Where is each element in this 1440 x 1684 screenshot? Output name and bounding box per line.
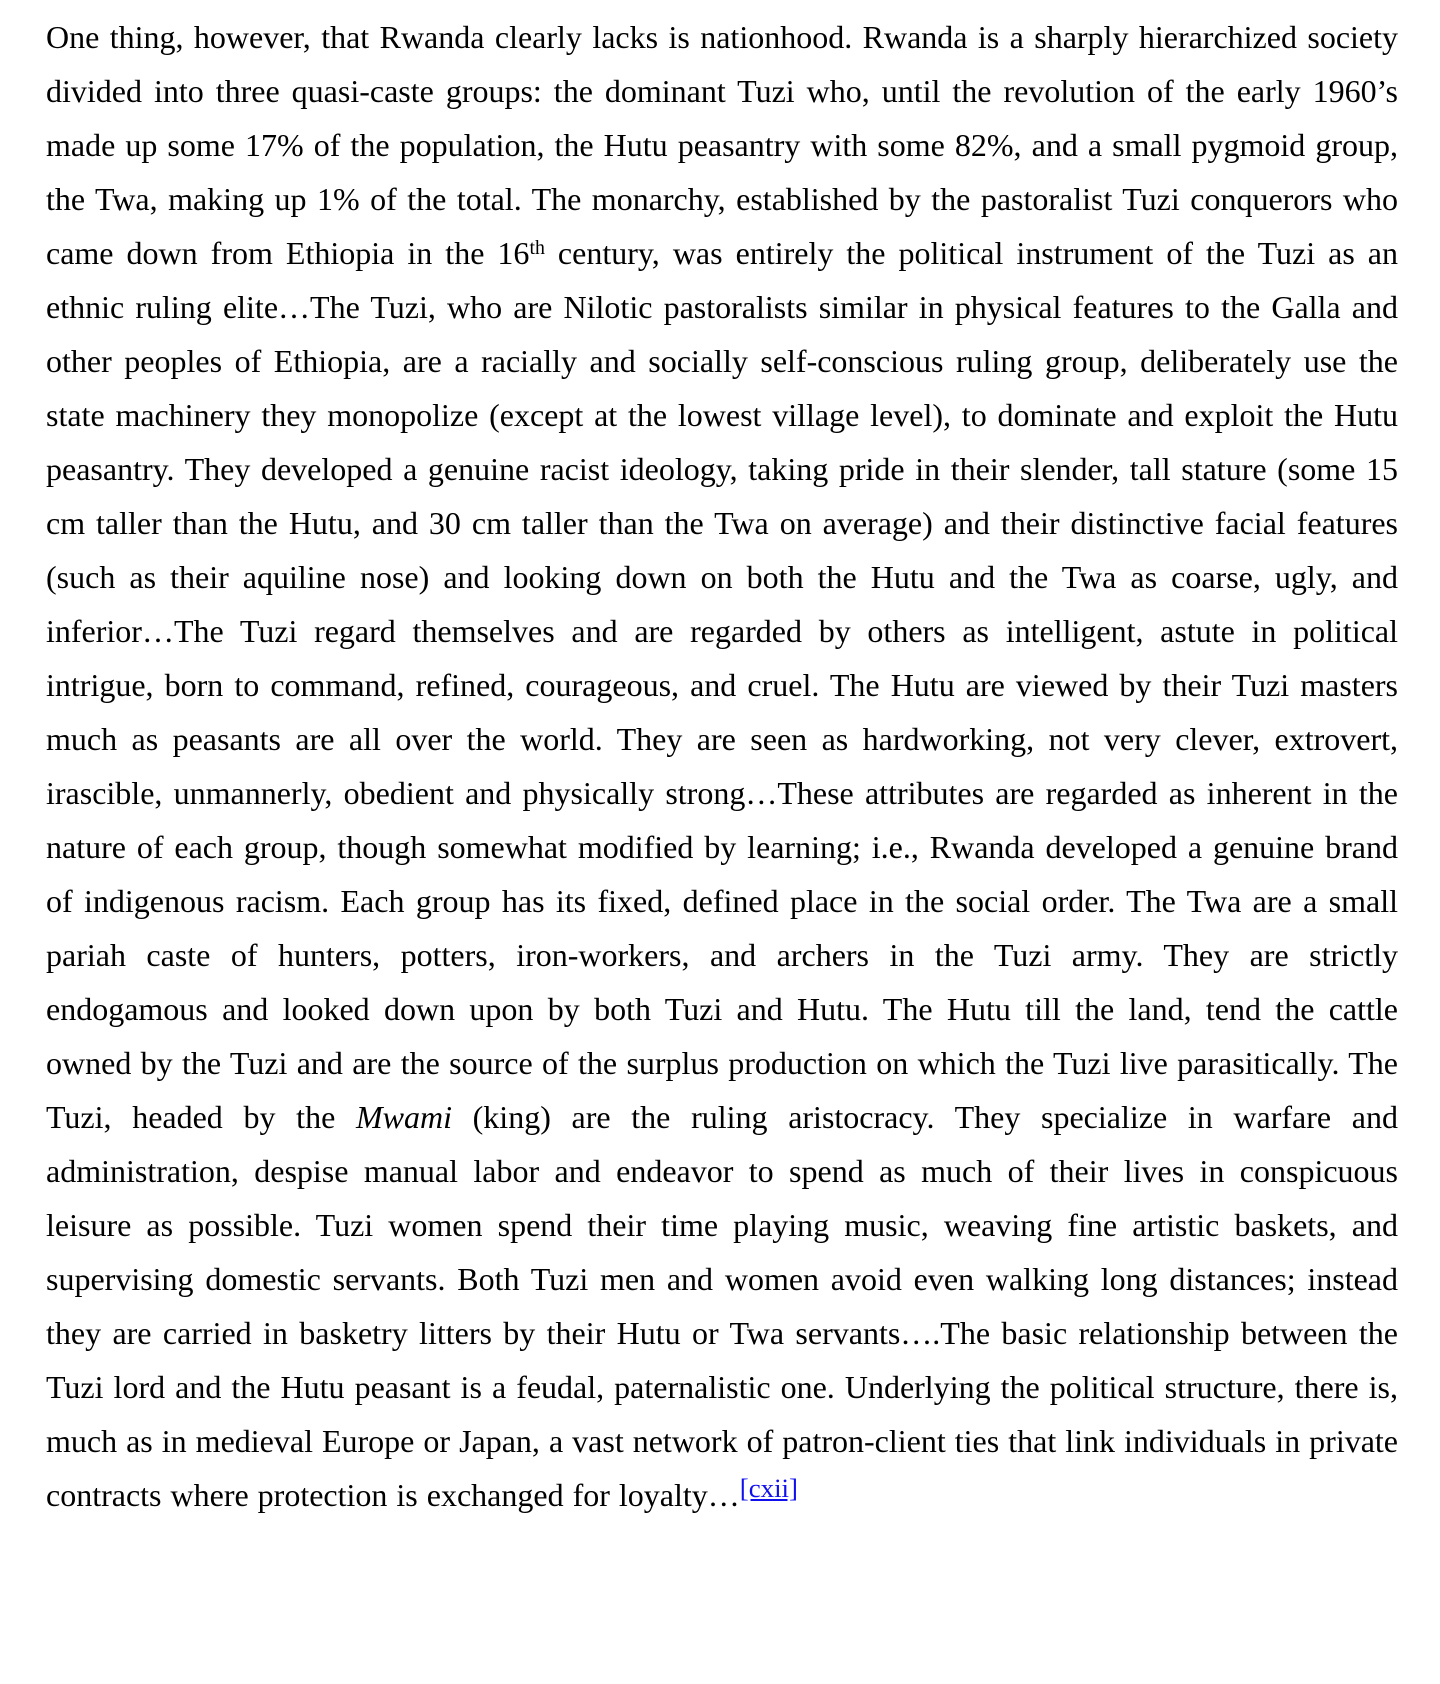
text-segment: century, was entirely the political instrument of the Tuzi as an ethnic ruling elite…The Tuzi, who are Nilotic pastoralists similar in physical features to the Galla and other peoples of Ethiopia, are a racially and socially self-conscious ruling group, deliberately use the state machinery they monopolize (except at the lowest village level), to dominate and exploit the Hutu peasantry. They developed a genuine racist ideology, taking pride in their slender, tall stature (some 15 cm taller than the Hutu, and 30 cm taller than the Twa on average) and their distinctive facial features (such as their aquiline nose) and looking down on both the Hutu and the Twa as coarse, ugly, and inferior…The Tuzi regard themselves and are regarded by others as intelligent, astute in political intrigue, born to command, refined, courageous, and cruel. The Hutu are viewed by their Tuzi masters much as peasants are all over the world. They are seen as hardworking, not very clever, extrovert, irascible, unmannerly, obedient and physically strong…These attributes are regarded as inherent in the nature of each group, though somewhat modified by learning; i.e., Rwanda developed a genuine brand of indigenous racism. Each group has its fixed, defined place in the social order. The Twa are a small pariah caste of hunters, potters, iron-workers, and archers in the Tuzi army. They are strictly endogamous and looked down upon by both Tuzi and Hutu. The Hutu till the land, tend the cattle owned by the Tuzi and are the source of the surplus production on which the Tuzi live parasitically. The Tuzi, headed by the bbox=[46, 235, 1399, 1135]
italic-term: Mwami bbox=[355, 1099, 452, 1135]
body-paragraph bbox=[46, 10, 1398, 1522]
text-segment: (king) are the ruling aristocracy. They specialize in warfare and administration, despise manual labor and endeavor to spend as much of their lives in conspicuous leisure as possible. Tuzi women spend their time playing music, weaving fine artistic baskets, and supervising domestic servants. Both Tuzi men and women avoid even walking long distances; instead they are carried in basketry litters by their Hutu or Twa servants….The basic relationship between the Tuzi lord and the Hutu peasant is a feudal, paternalistic one. Underlying the political structure, there is, much as in medieval Europe or Japan, a vast network of patron-client ties that link individuals in private contracts where protection is exchanged for loyalty… bbox=[46, 1099, 1399, 1513]
superscript-ordinal: th bbox=[529, 237, 545, 260]
footnote-ref-link[interactable]: [cxii] bbox=[739, 1472, 798, 1503]
text-segment: One thing, however, that Rwanda clearly lacks is nationhood. Rwanda is a sharply hierarchized society divided into three quasi-caste groups: the dominant Tuzi who, until the revolution of the early 1960’s made up some 17% of the population, the Hutu peasantry with some 82%, and a small pygmoid group, the Twa, making up 1% of the total. The monarchy, established by the pastoralist Tuzi conquerors who came down from Ethiopia in the 16 bbox=[46, 19, 1398, 271]
